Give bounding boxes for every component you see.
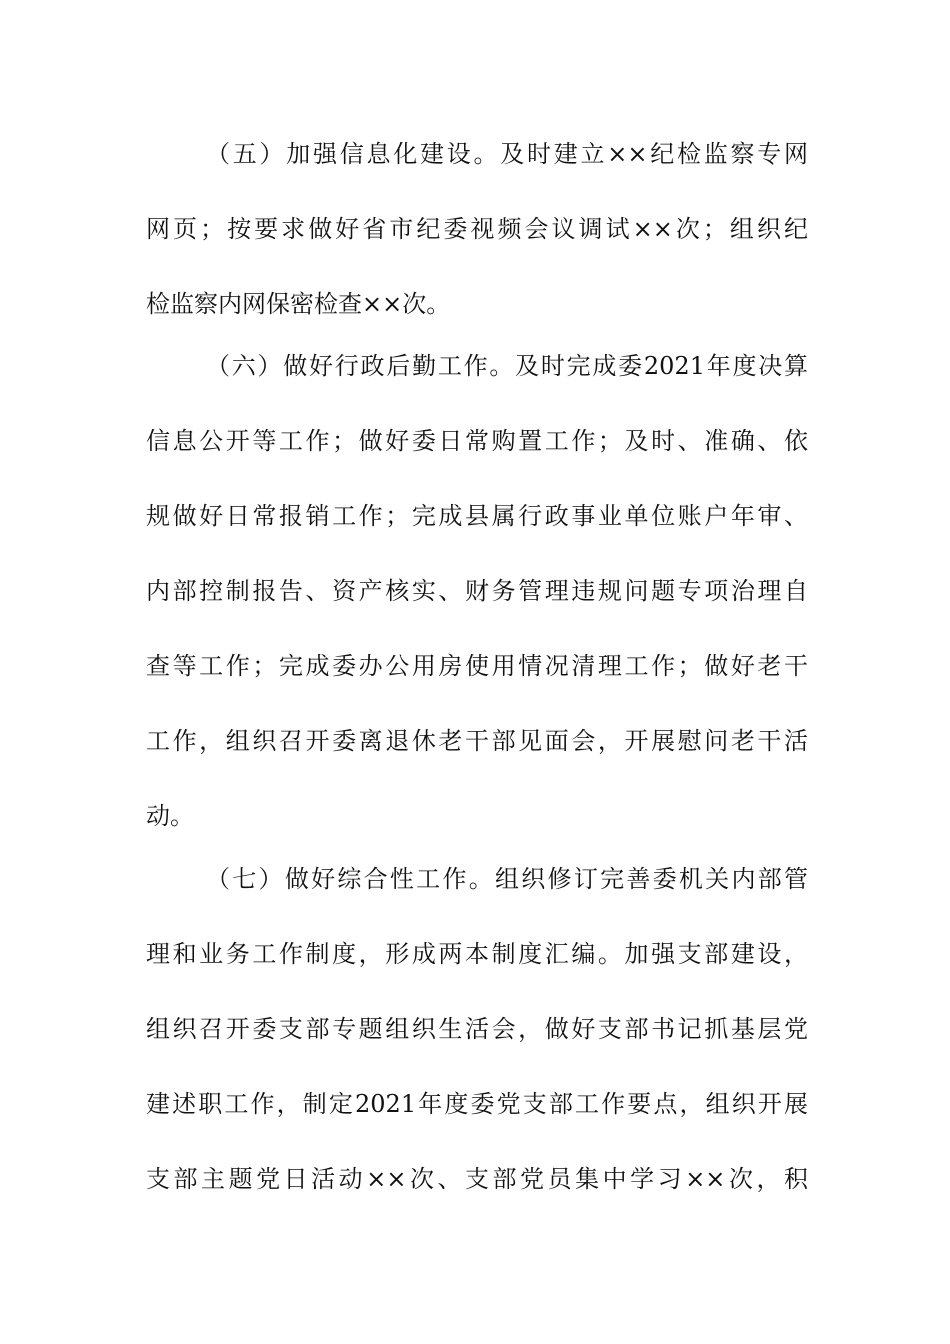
paragraph-7-line-3: 组织召开委支部专题组织生活会，做好支部书记抓基层党 bbox=[146, 1015, 808, 1043]
paragraph-6-line-7: 动。 bbox=[146, 802, 194, 830]
paragraph-6-line-2: 信息公开等工作；做好委日常购置工作；及时、准确、依 bbox=[146, 427, 808, 455]
paragraph-7-line-5: 支部主题党日活动××次、支部党员集中学习××次，积 bbox=[146, 1165, 808, 1193]
paragraph-7-line-4: 建述职工作，制定2021年度委党支部工作要点，组织开展 bbox=[146, 1090, 808, 1118]
paragraph-5-line-3: 检监察内网保密检查××次。 bbox=[146, 290, 451, 318]
paragraph-6-line-5: 查等工作；完成委办公用房使用情况清理工作；做好老干 bbox=[146, 652, 808, 680]
paragraph-5-line-1: （五）加强信息化建设。及时建立××纪检监察专网 bbox=[206, 140, 808, 168]
paragraph-6-line-3: 规做好日常报销工作；完成县属行政事业单位账户年审、 bbox=[146, 502, 808, 530]
paragraph-6-line-4: 内部控制报告、资产核实、财务管理违规问题专项治理自 bbox=[146, 577, 808, 605]
paragraph-5-line-2: 网页；按要求做好省市纪委视频会议调试××次；组织纪 bbox=[146, 215, 808, 243]
paragraph-7-line-1: （七）做好综合性工作。组织修订完善委机关内部管 bbox=[206, 865, 808, 893]
paragraph-6-line-1: （六）做好行政后勤工作。及时完成委2021年度决算 bbox=[206, 352, 808, 380]
paragraph-7-line-2: 理和业务工作制度，形成两本制度汇编。加强支部建设， bbox=[146, 940, 808, 968]
paragraph-6-line-6: 工作，组织召开委离退休老干部见面会，开展慰问老干活 bbox=[146, 727, 808, 755]
